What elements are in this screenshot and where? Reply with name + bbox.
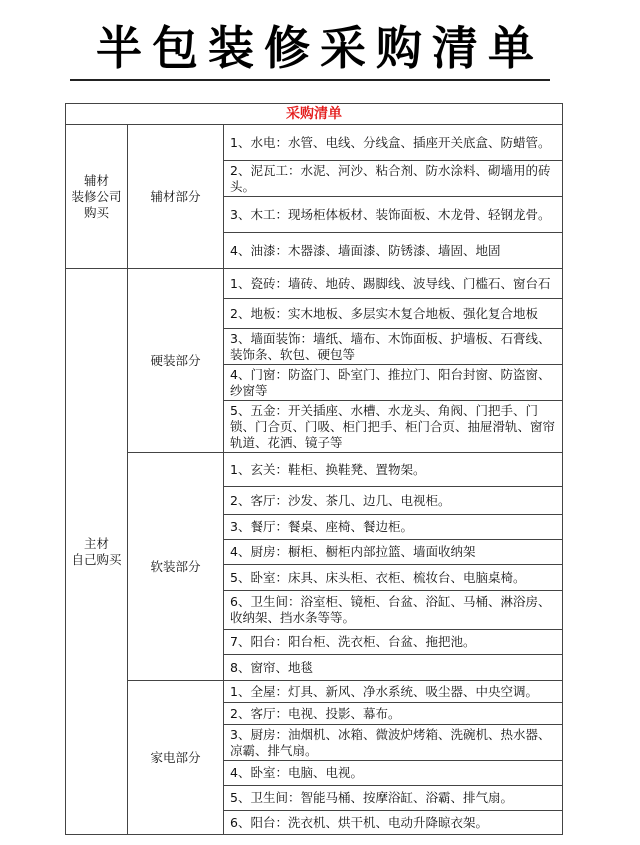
item-cell: 4、油漆：木器漆、墙面漆、防锈漆、墙固、地固	[224, 233, 563, 269]
item-cell: 5、五金：开关插座、水槽、水龙头、角阀、门把手、门锁、门合页、门吸、柜门把手、柜门合页、抽屉滑轨、窗帘轨道、花洒、镜子等	[224, 401, 563, 453]
category-cell	[66, 269, 128, 835]
category-label-line: 购买	[83, 204, 109, 220]
item-cell: 2、客厅：沙发、茶几、边几、电视柜。	[224, 487, 563, 515]
subcategory-cell: 硬装部分	[128, 269, 224, 453]
item-cell: 3、木工：现场柜体板材、装饰面板、木龙骨、轻钢龙骨。	[224, 197, 563, 233]
table-row	[66, 269, 563, 299]
category-label-line: 辅材	[83, 172, 109, 188]
item-cell: 8、窗帘、地毯	[224, 655, 563, 681]
item-cell: 2、客厅：电视、投影、幕布。	[224, 703, 563, 725]
item-cell: 1、水电：水管、电线、分线盒、插座开关底盒、防蜡管。	[224, 125, 563, 161]
item-cell: 1、全屋：灯具、新风、净水系统、吸尘器、中央空调。	[224, 681, 563, 703]
table-row	[66, 681, 563, 703]
item-cell: 2、泥瓦工：水泥、河沙、粘合剂、防水涂料、砌墙用的砖头。	[224, 161, 563, 197]
item-cell: 3、餐厅：餐桌、座椅、餐边柜。	[224, 515, 563, 540]
item-cell: 3、墙面装饰：墙纸、墙布、木饰面板、护墙板、石膏线、装饰条、软包、硬包等	[224, 329, 563, 365]
table-header-row	[66, 104, 563, 125]
category-label-line: 自己购买	[71, 551, 122, 567]
item-cell: 4、厨房：橱柜、橱柜内部拉篮、墙面收纳架	[224, 540, 563, 565]
item-cell: 7、阳台：阳台柜、洗衣柜、台盆、拖把池。	[224, 630, 563, 655]
subcategory-cell: 家电部分	[128, 681, 224, 835]
item-cell: 1、玄关：鞋柜、换鞋凳、置物架。	[224, 453, 563, 487]
item-cell: 1、瓷砖：墙砖、地砖、踢脚线、波导线、门槛石、窗台石	[224, 269, 563, 299]
category-label-line: 装修公司	[71, 188, 122, 204]
item-cell: 3、厨房：油烟机、冰箱、微波炉烤箱、洗碗机、热水器、凉霸、排气扇。	[224, 725, 563, 761]
item-cell: 5、卧室：床具、床头柜、衣柜、梳妆台、电脑桌椅。	[224, 565, 563, 591]
page-title: 半包装修采购清单	[96, 21, 544, 75]
subcategory-cell: 辅材部分	[128, 125, 224, 269]
item-cell: 4、卧室：电脑、电视。	[224, 761, 563, 786]
item-cell: 4、门窗：防盗门、卧室门、推拉门、阳台封窗、防盗窗、纱窗等	[224, 365, 563, 401]
category-cell	[66, 125, 128, 269]
subcategory-cell: 软装部分	[128, 453, 224, 681]
item-cell: 6、阳台：洗衣机、烘干机、电动升降晾衣架。	[224, 811, 563, 835]
category-label-line: 主材	[83, 535, 109, 551]
table-row	[66, 453, 563, 487]
table-header: 采购清单	[66, 104, 563, 125]
title-underline	[70, 79, 550, 81]
purchase-table	[65, 103, 563, 835]
table-row	[66, 125, 563, 161]
item-cell: 5、卫生间：智能马桶、按摩浴缸、浴霸、排气扇。	[224, 786, 563, 811]
item-cell: 6、卫生间：浴室柜、镜柜、台盆、浴缸、马桶、淋浴房、收纳架、挡水条等等。	[224, 591, 563, 630]
item-cell: 2、地板：实木地板、多层实木复合地板、强化复合地板	[224, 299, 563, 329]
